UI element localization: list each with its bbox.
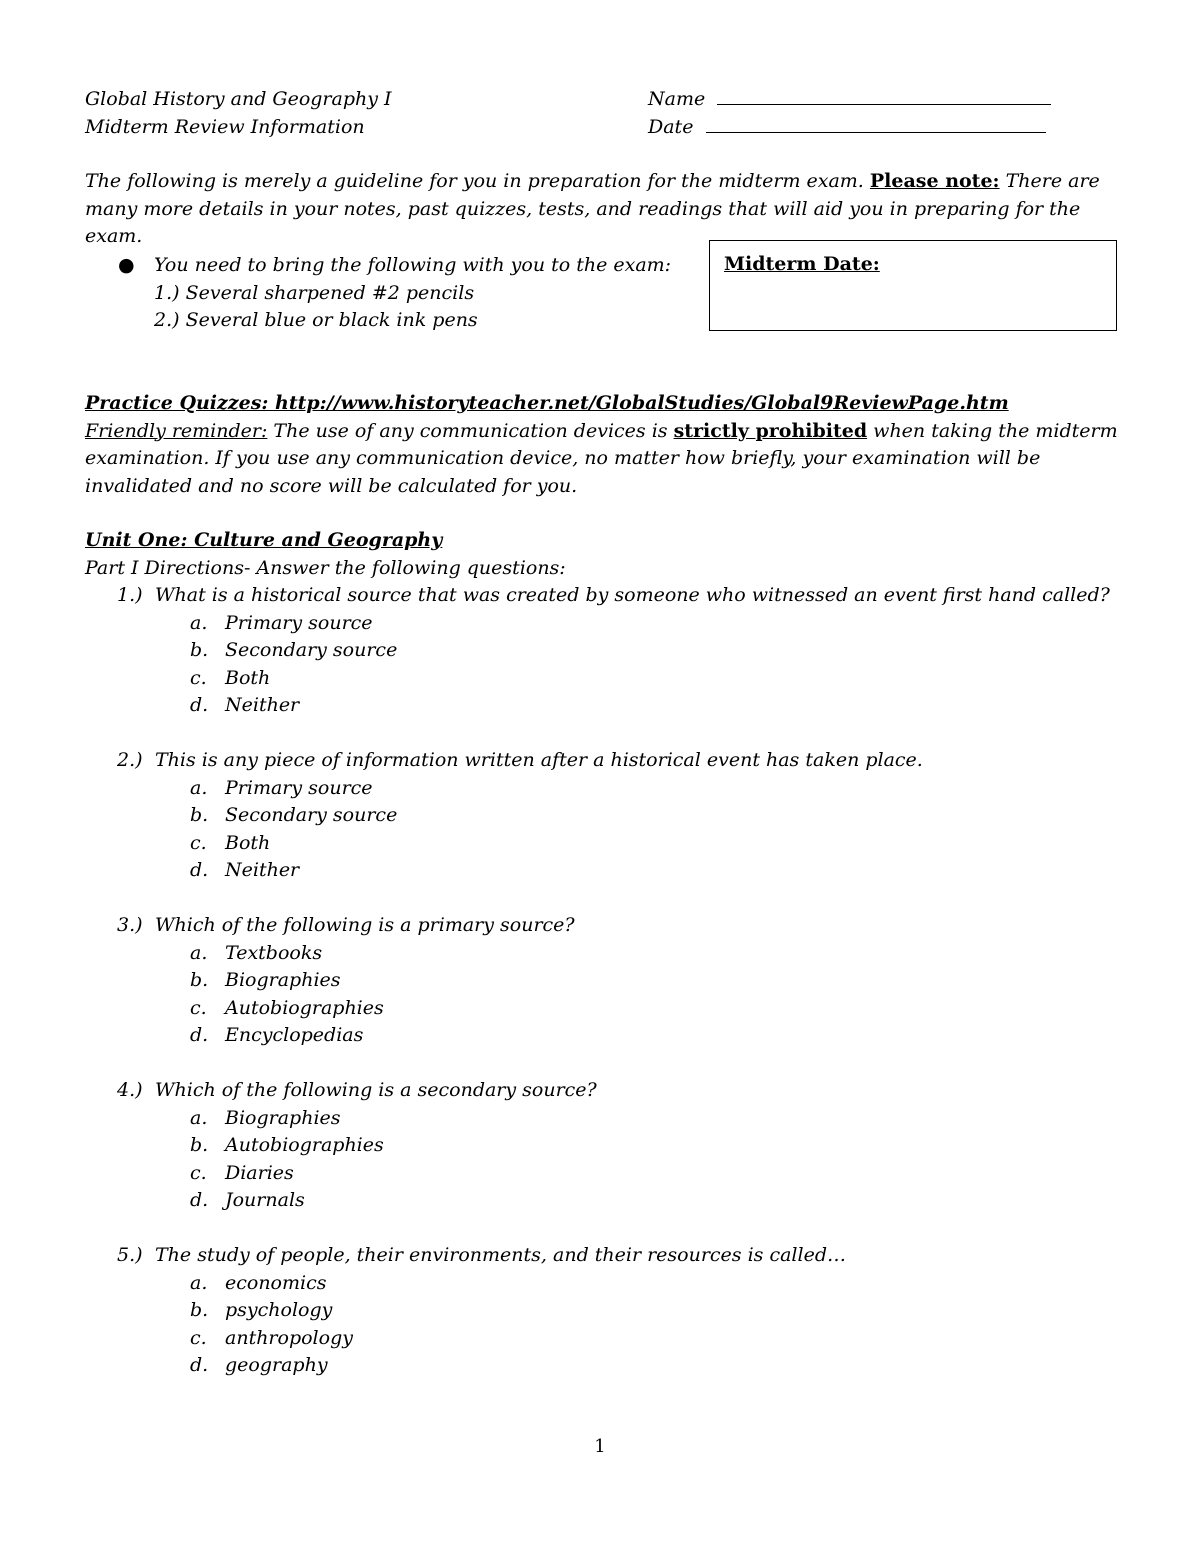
answer-option [85,1187,1145,1215]
answer-option [85,967,1145,995]
answer-option [85,940,1145,968]
unit-title: Unit One: Culture and Geography [85,529,443,551]
option-letter: b. [190,804,209,826]
option-text: Secondary source [225,639,398,661]
option-letter: b. [190,969,209,991]
answer-option [85,857,1145,885]
option-text: Both [225,831,271,854]
answer-option [85,775,1145,803]
question-block [85,912,1145,1050]
question-text: The study of people, their environments, and their resources is called… [155,1244,846,1266]
question-gap [85,1215,1145,1243]
question-block [85,582,1145,720]
option-letter: c. [190,1326,207,1349]
unit-directions: Part I Directions- Answer the following questions: [85,556,566,579]
supplies-bullet [118,252,698,280]
bullet-icon: ● [118,254,135,276]
option-text: Autobiographies [225,1134,384,1156]
question-gap [85,720,1145,748]
question-list [85,582,1145,1380]
option-letter: a. [190,1271,208,1294]
reminder-text-a: The use of any communication devices is [267,419,674,442]
question-block [85,747,1145,885]
review-subtitle: Midterm Review Information [85,115,365,138]
answer-option [85,802,1145,830]
question-text: Which of the following is a secondary source? [155,1079,597,1101]
page-number: 1 [594,1436,606,1457]
question-gap [85,885,1145,913]
supplies-list [118,252,698,335]
question-row [85,1242,1145,1270]
option-text: Textbooks [225,941,323,964]
option-text: Primary source [225,776,373,799]
question-number: 5.) [117,1244,143,1266]
reminder-text-b: when taking the midterm examination. If you use any communication device, no matter how briefly, your examination will be invalidated and no score will be calculated for you. [85,419,1118,497]
question-text: Which of the following is a primary source? [155,914,575,936]
option-letter: a. [190,776,208,799]
answer-option [85,1297,1145,1325]
option-text: Diaries [225,1161,294,1184]
option-text: Primary source [225,611,373,634]
option-text: Neither [225,694,300,716]
option-letter: d. [190,1024,209,1046]
question-row [85,1077,1145,1105]
reminder-label: Friendly reminder: [85,419,268,442]
option-letter: a. [190,1106,208,1129]
question-block [85,1077,1145,1215]
supply-item: 1.) Several sharpened #2 pencils [154,281,475,304]
question-text: This is any piece of information written after a historical event has taken place. [155,749,923,771]
midterm-date-label: Midterm Date: [724,253,880,275]
question-number: 2.) [117,749,143,771]
name-blank [717,88,1051,105]
option-letter: a. [190,611,208,634]
answer-option [85,830,1145,858]
name-line [648,86,1051,114]
option-text: economics [225,1271,327,1294]
strictly-prohibited: strictly prohibited [673,419,868,442]
answer-option [85,610,1145,638]
question-number: 3.) [117,914,143,936]
supplies-bullet-text: You need to bring the following with you to the exam: [154,254,672,276]
option-text: Neither [225,859,300,881]
question-row [85,582,1145,610]
answer-option [85,1352,1145,1380]
answer-option [85,1132,1145,1160]
option-letter: a. [190,941,208,964]
option-letter: d. [190,694,209,716]
option-letter: c. [190,996,207,1019]
option-letter: c. [190,666,207,689]
answer-option [85,1105,1145,1133]
option-text: Autobiographies [225,996,384,1019]
midterm-date-box [709,240,1117,331]
friendly-reminder [85,418,1145,501]
answer-option [85,637,1145,665]
option-text: Biographies [225,1106,341,1129]
supply-item: 2.) Several blue or black ink pens [154,309,478,331]
header-right [648,86,1051,141]
question-number: 4.) [117,1079,143,1101]
answer-option [85,692,1145,720]
intro-paragraph [85,168,1125,251]
answer-option [85,1160,1145,1188]
question-text: What is a historical source that was created by someone who witnessed an event first hand called? [155,584,1110,606]
option-text: Secondary source [225,804,398,826]
option-text: Encyclopedias [225,1024,364,1046]
course-title: Global History and Geography I [85,88,392,110]
date-label: Date [648,115,694,138]
option-text: psychology [225,1299,333,1321]
unit-one-section [85,527,1145,1380]
option-letter: d. [190,1189,209,1211]
option-text: Biographies [225,969,341,991]
header-left [85,86,392,141]
answer-option [85,995,1145,1023]
option-letter: d. [190,1354,209,1376]
name-label: Name [648,88,706,110]
answer-option [85,665,1145,693]
please-note-label: Please note: [869,170,1000,192]
question-gap [85,1050,1145,1078]
option-letter: d. [190,859,209,881]
option-text: anthropology [225,1326,353,1349]
option-letter: b. [190,639,209,661]
option-text: Journals [225,1189,305,1211]
question-block [85,1242,1145,1380]
option-text: geography [225,1354,328,1376]
intro-text-a: The following is merely a guideline for you in preparation for the midterm exam. [85,170,870,192]
answer-option [85,1325,1145,1353]
date-blank [706,116,1046,133]
option-text: Both [225,666,271,689]
date-line [648,114,1051,142]
question-row [85,747,1145,775]
option-letter: b. [190,1134,209,1156]
question-number: 1.) [117,584,143,606]
answer-option [85,1270,1145,1298]
option-letter: c. [190,1161,207,1184]
practice-quizzes-link[interactable]: Practice Quizzes: http://www.historyteacher.net/GlobalStudies/Global9ReviewPage.htm [85,392,1009,414]
practice-section [85,390,1145,500]
intro-text-b: There are many more details in your notes, past quizzes, tests, and readings that will aid you in preparing for the exam. [85,170,1100,247]
question-row [85,912,1145,940]
option-letter: b. [190,1299,209,1321]
answer-option [85,1022,1145,1050]
option-letter: c. [190,831,207,854]
